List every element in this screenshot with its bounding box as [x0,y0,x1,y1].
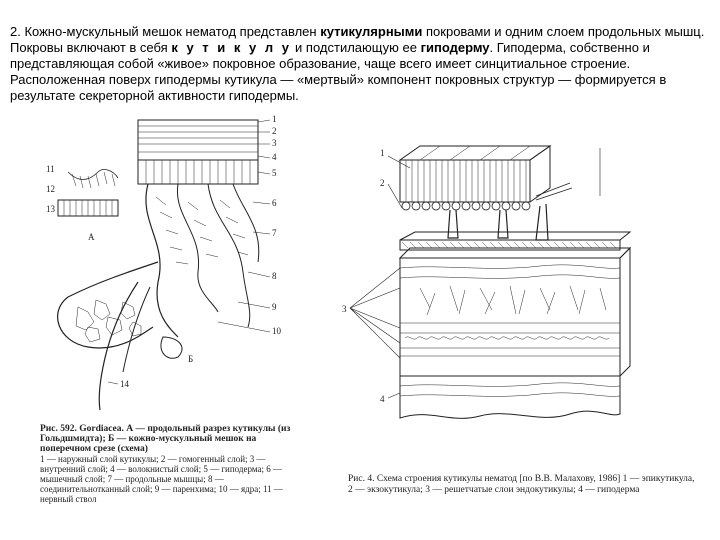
left-caption-body: 1 — наружный слой кутикулы; 2 — гомогенный слой; 3 — внутренний слой; 4 — волокнистый слой; 5 — гиподерма; 6 — мышечный слой; 7 — продольные мышцы; 8 — соединительнотканный слой; 9 — паренхима; 10 — ядра; 11 — нервный ствол [40,454,283,504]
label-6: 6 [272,198,277,208]
strut [448,210,458,238]
left-figure-illustration [38,112,288,412]
label-3: 3 [272,138,277,148]
left-figure-labels [46,114,282,389]
label-4: 4 [272,152,277,162]
label-b: Б [188,354,194,364]
hypodermis [400,376,620,418]
term-hypodermis: гиподерму [420,40,490,55]
label-a: А [88,232,95,242]
label-12: 12 [46,184,55,194]
label-10: 10 [272,326,281,336]
left-caption-title: Рис. 592. Gordiacea. А — продольный разрез кутикулы (из Гольдшмидта); Б — кожно-мускульный мешок на поперечном срезе (схема) [40,424,291,454]
label-9: 9 [272,302,277,312]
label-r1: 1 [380,148,385,158]
muscle-fold [146,184,178,337]
label-14: 14 [120,379,129,389]
bead-row [402,202,530,210]
label-8: 8 [272,271,277,281]
endocuticle-block [400,258,620,376]
label-11: 11 [46,164,55,174]
left-figure-caption [40,424,300,504]
label-5: 5 [272,168,277,178]
paragraph-part-1: 2. Кожно-мускульный мешок нематод представлен [10,24,321,39]
epicuticle-top [400,146,550,160]
label-1: 1 [272,114,277,124]
term-cuticular: кутикулярными [320,24,423,39]
label-r4: 4 [380,394,385,404]
leader-lines [350,156,410,398]
paragraph-part-2: покровами и одним слоем продольных мышц. Покровы включают в себя [10,24,705,55]
label-r2: 2 [380,178,385,188]
label-7: 7 [272,228,277,238]
right-figure-labels [342,148,385,404]
label-r3: 3 [342,304,347,314]
label-2: 2 [272,126,277,136]
right-figure-caption: Рис. 4. Схема строения кутикулы нематод [по В.В. Малахову, 1986] 1 — эпикутикула, 2 — экзокутикула; 3 — решетчатые слои эндокутикулы; 4 — гиподерма [348,474,695,495]
label-13: 13 [46,204,55,214]
right-figure-illustration [340,128,690,468]
term-cuticle: к у т и к у л у [171,40,292,55]
paragraph-part-4: . Гиподерма, собственно и представляющая собой «живое» покровное образование, чаще всего имеет синцитиальное строение. Расположенная поверх гиподермы кутикула — «мертвый» компонент покровных структур — формируется в результате секреторной активности гиподермы. [10,40,667,103]
main-paragraph [10,24,710,104]
paragraph-part-3: и подстилающую ее [291,40,421,55]
